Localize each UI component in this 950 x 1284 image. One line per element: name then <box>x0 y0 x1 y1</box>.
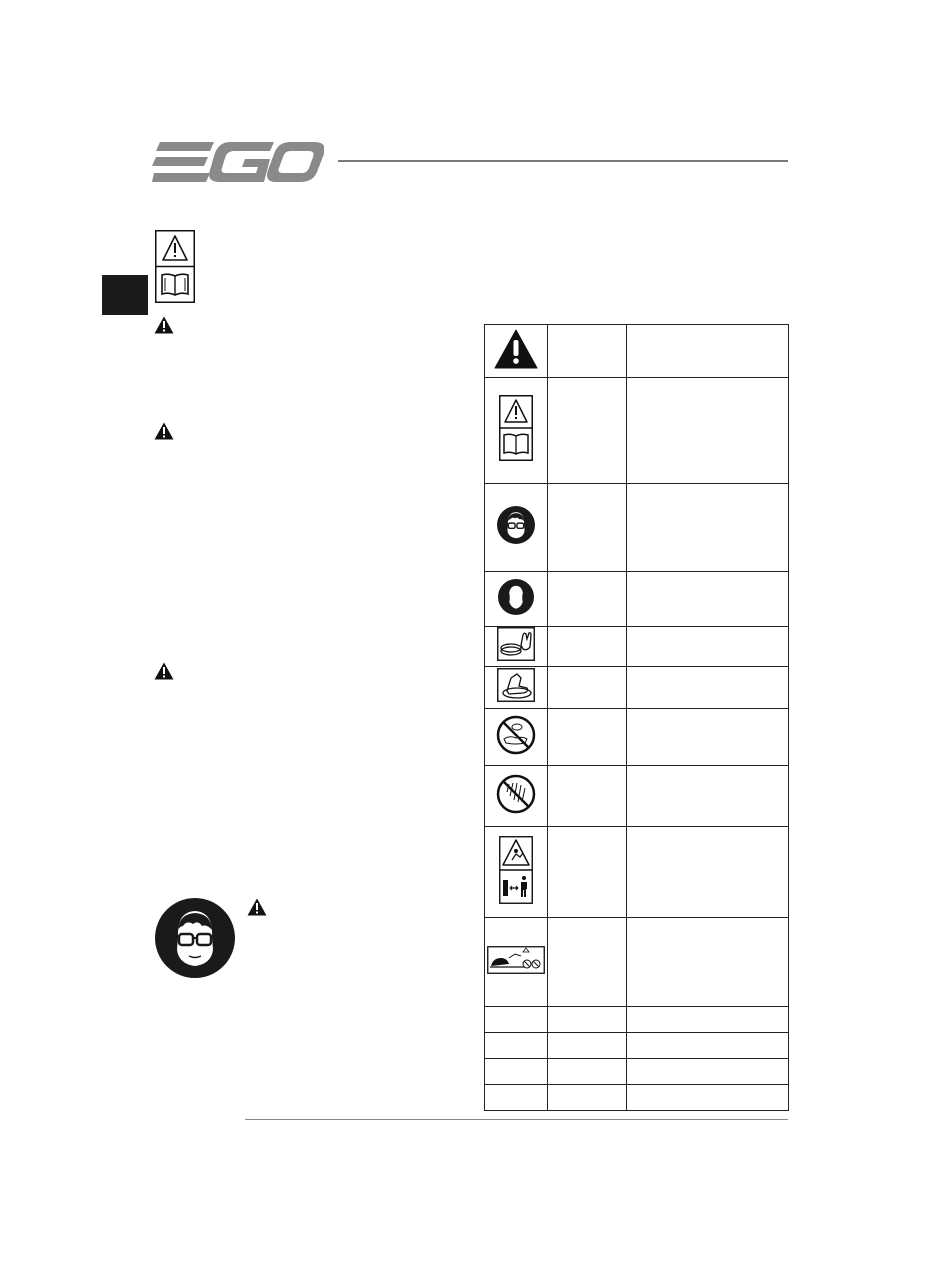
explanation-cell <box>627 572 789 627</box>
safety-alert-icon <box>494 329 538 369</box>
name-cell <box>548 766 627 827</box>
safety-glasses-icon <box>155 898 235 978</box>
name-cell <box>548 1059 627 1085</box>
symbol-cell <box>485 484 548 572</box>
warning-triangle-icon <box>247 898 267 916</box>
explanation-cell <box>627 1085 789 1111</box>
name-cell <box>548 325 627 378</box>
no-rain-icon <box>496 774 536 814</box>
name-cell <box>548 484 627 572</box>
table-row <box>485 1059 789 1085</box>
symbol-cell <box>485 1059 548 1085</box>
name-cell <box>548 1007 627 1033</box>
keep-bystanders-away-icon <box>499 836 533 904</box>
table-row <box>485 627 789 667</box>
table-row <box>485 667 789 709</box>
explanation-cell <box>627 667 789 709</box>
table-row <box>485 484 789 572</box>
ego-logo <box>152 142 324 182</box>
explanation-cell <box>627 766 789 827</box>
wear-gloves-icon <box>497 627 535 661</box>
explanation-cell <box>627 709 789 766</box>
footer-rule <box>245 1119 788 1120</box>
explanation-cell <box>627 827 789 918</box>
table-row <box>485 918 789 1007</box>
explanation-cell <box>627 918 789 1007</box>
table-row <box>485 325 789 378</box>
table-row <box>485 1033 789 1059</box>
ear-protection-icon <box>498 579 534 615</box>
table-row <box>485 378 789 484</box>
no-objects-icon <box>496 715 536 755</box>
table-row <box>485 709 789 766</box>
name-cell <box>548 709 627 766</box>
symbol-cell <box>485 827 548 918</box>
symbol-cell <box>485 709 548 766</box>
name-cell <box>548 1085 627 1111</box>
explanation-cell <box>627 1033 789 1059</box>
explanation-cell <box>627 325 789 378</box>
name-cell <box>548 667 627 709</box>
table-row <box>485 827 789 918</box>
symbol-cell <box>485 325 548 378</box>
name-cell <box>548 1033 627 1059</box>
explanation-cell <box>627 484 789 572</box>
warning-triangle-icon <box>154 662 174 680</box>
warning-triangle-icon <box>154 422 174 440</box>
symbol-cell <box>485 667 548 709</box>
table-row <box>485 1007 789 1033</box>
symbol-cell <box>485 572 548 627</box>
language-tab <box>102 275 148 315</box>
symbol-cell <box>485 627 548 667</box>
explanation-cell <box>627 627 789 667</box>
eye-protection-icon <box>497 506 535 544</box>
table-row <box>485 572 789 627</box>
symbol-cell <box>485 1007 548 1033</box>
explanation-cell <box>627 1059 789 1085</box>
symbol-cell <box>485 766 548 827</box>
explanation-cell <box>627 378 789 484</box>
symbol-cell <box>485 918 548 1007</box>
symbol-cell <box>485 1033 548 1059</box>
read-manual-warning-box <box>155 230 195 303</box>
name-cell <box>548 627 627 667</box>
name-cell <box>548 572 627 627</box>
read-manual-icon <box>499 395 533 461</box>
wear-boots-icon <box>497 668 535 702</box>
name-cell <box>548 918 627 1007</box>
explanation-cell <box>627 1007 789 1033</box>
name-cell <box>548 827 627 918</box>
header-rule <box>338 160 788 162</box>
warning-triangle-icon <box>154 316 174 334</box>
thrown-objects-icon <box>487 946 545 974</box>
table-row <box>485 1085 789 1111</box>
name-cell <box>548 378 627 484</box>
symbol-cell <box>485 378 548 484</box>
table-row <box>485 766 789 827</box>
safety-symbols-table <box>484 324 789 1111</box>
symbol-cell <box>485 1085 548 1111</box>
